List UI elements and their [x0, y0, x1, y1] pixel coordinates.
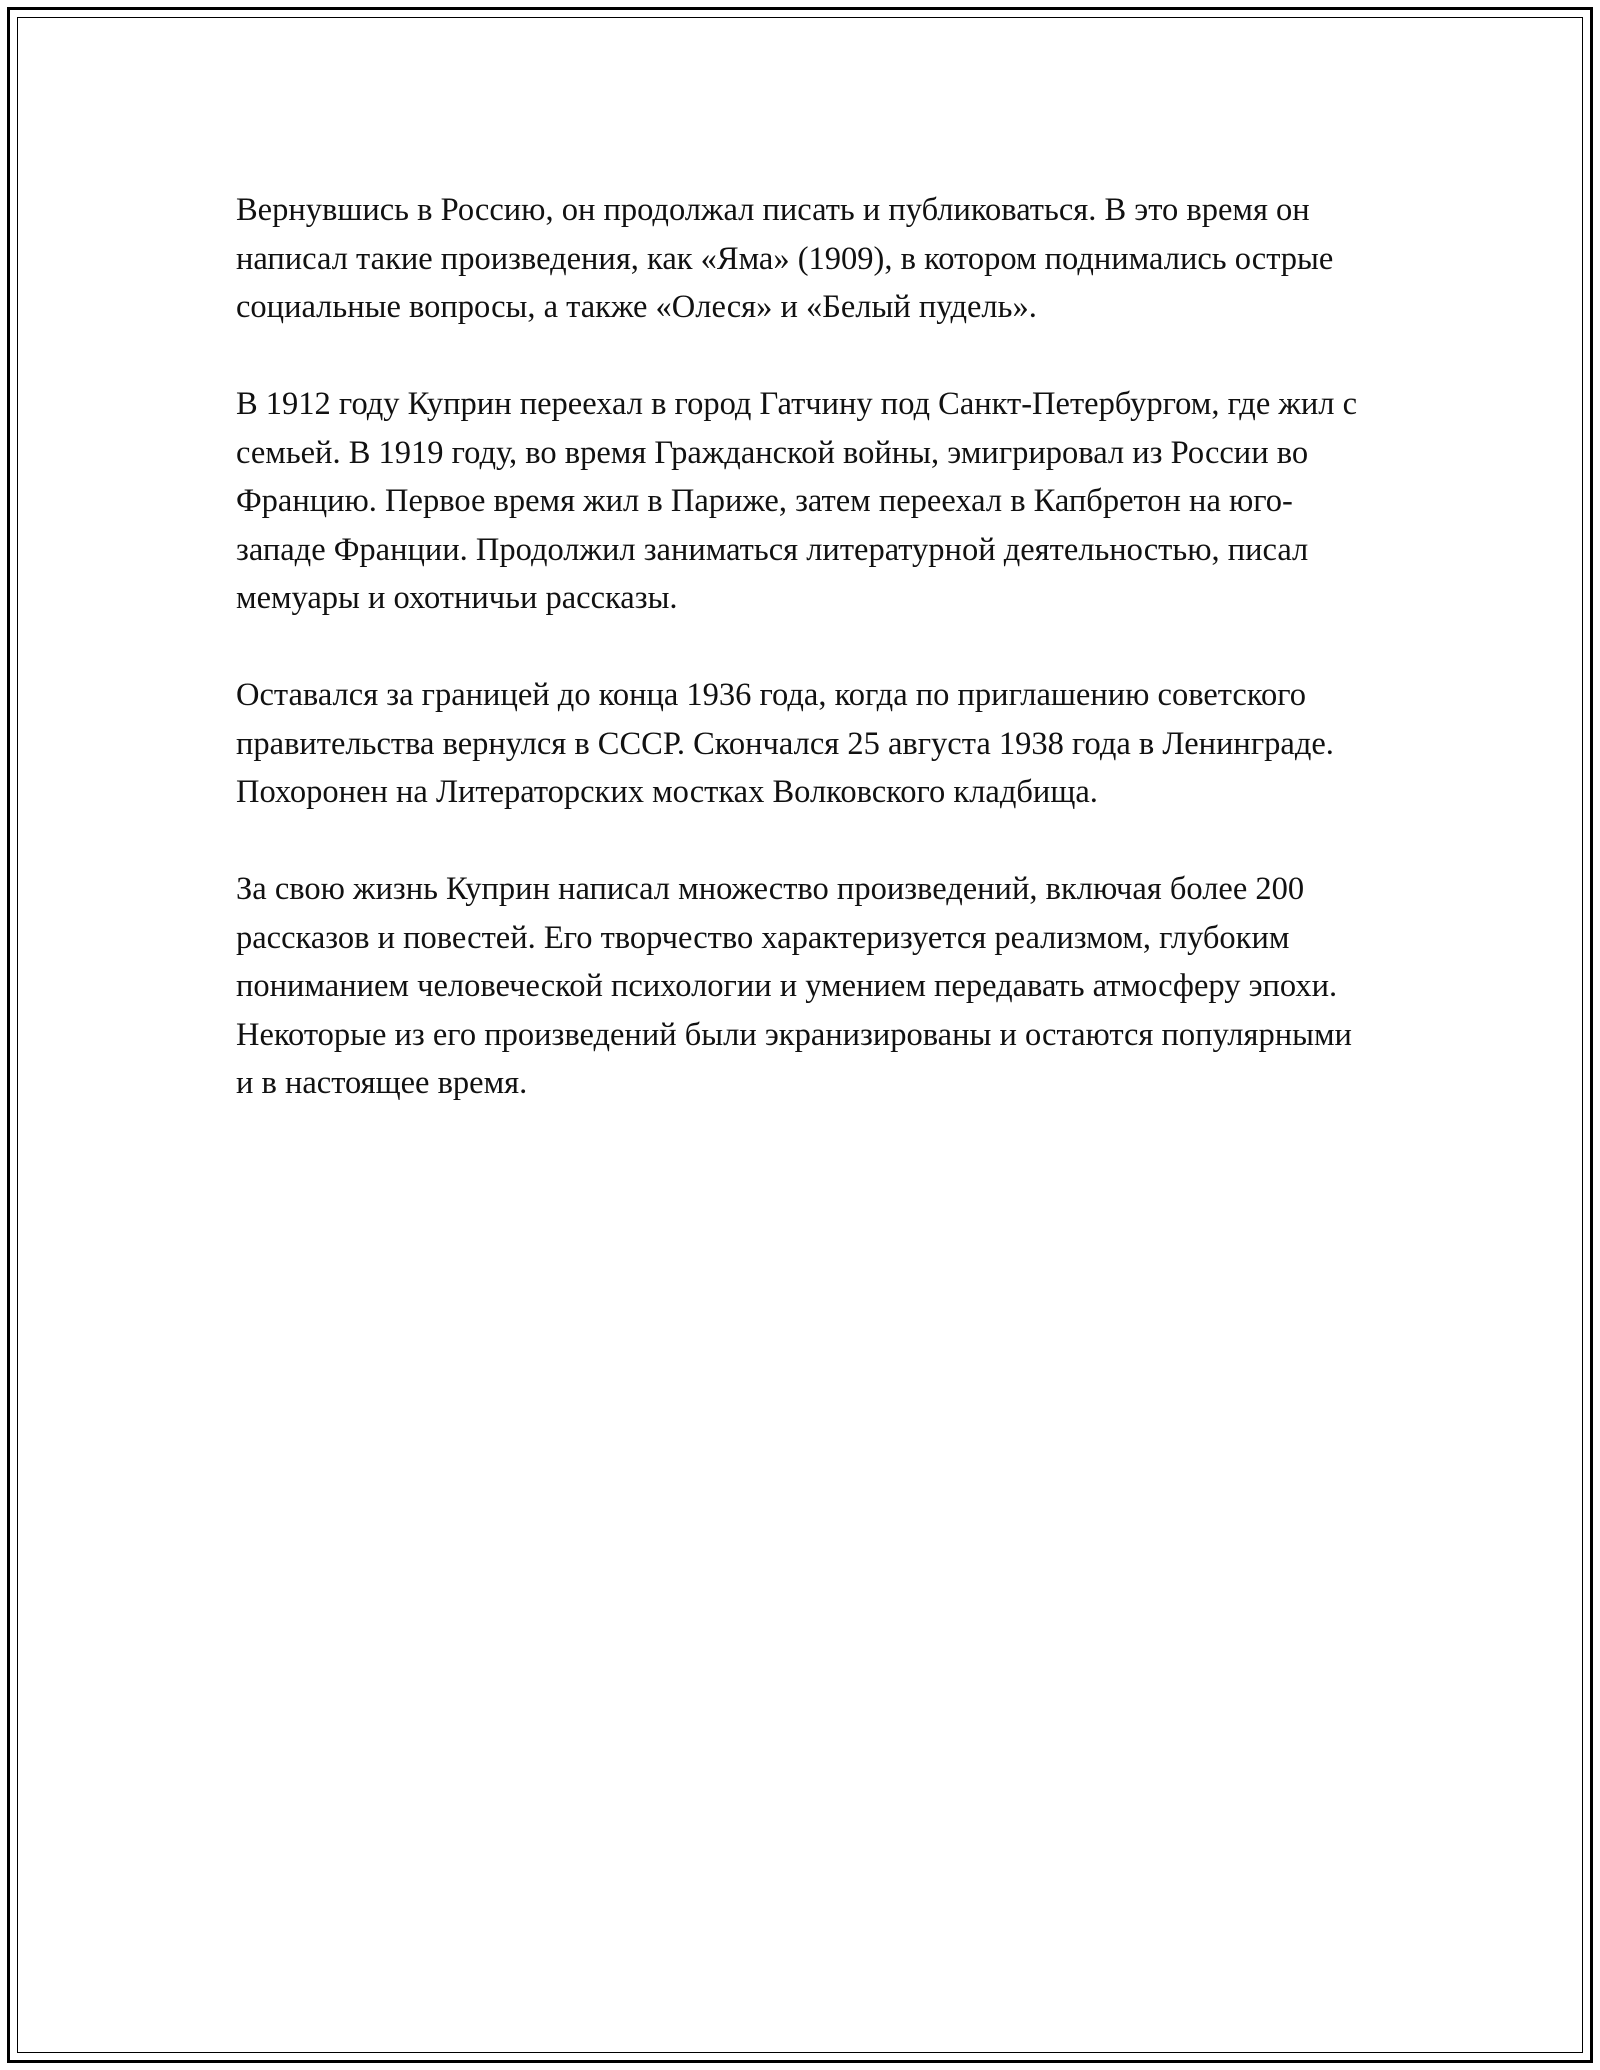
paragraph-return-to-ussr: Оставался за границей до конца 1936 года, когда по приглашению советского правительства вернулся в СССР. Скончался 25 августа 1938 года в Ленинграде. Похоронен на Литераторских мостках Волковского кладбища.	[236, 677, 1334, 810]
paragraph-return-to-russia: Вернувшись в Россию, он продолжал писать и публиковаться. В это время он написал такие произведения, как «Яма» (1909), в котором поднимались острые социальные вопросы, а также «Олеся» и «Белый пудель».	[236, 192, 1334, 325]
paragraph-legacy: За свою жизнь Куприн написал множество произведений, включая более 200 рассказов и повестей. Его творчество характеризуется реализмом, глубоким пониманием человеческой психологии и умением передавать атмосферу эпохи. Некоторые из его произведений были экранизированы и остаются популярными и в настоящее время.	[236, 871, 1352, 1101]
document-body	[236, 186, 1371, 1156]
paragraph-emigration: В 1912 году Куприн переехал в город Гатчину под Санкт-Петербургом, где жил с семьей. В 1919 году, во время Гражданской войны, эмигрировал из России во Францию. Первое время жил в Париже, затем переехал в Капбретон на юго-западе Франции. Продолжил заниматься литературной деятельностью, писал мемуары и охотничьи рассказы.	[236, 386, 1358, 616]
